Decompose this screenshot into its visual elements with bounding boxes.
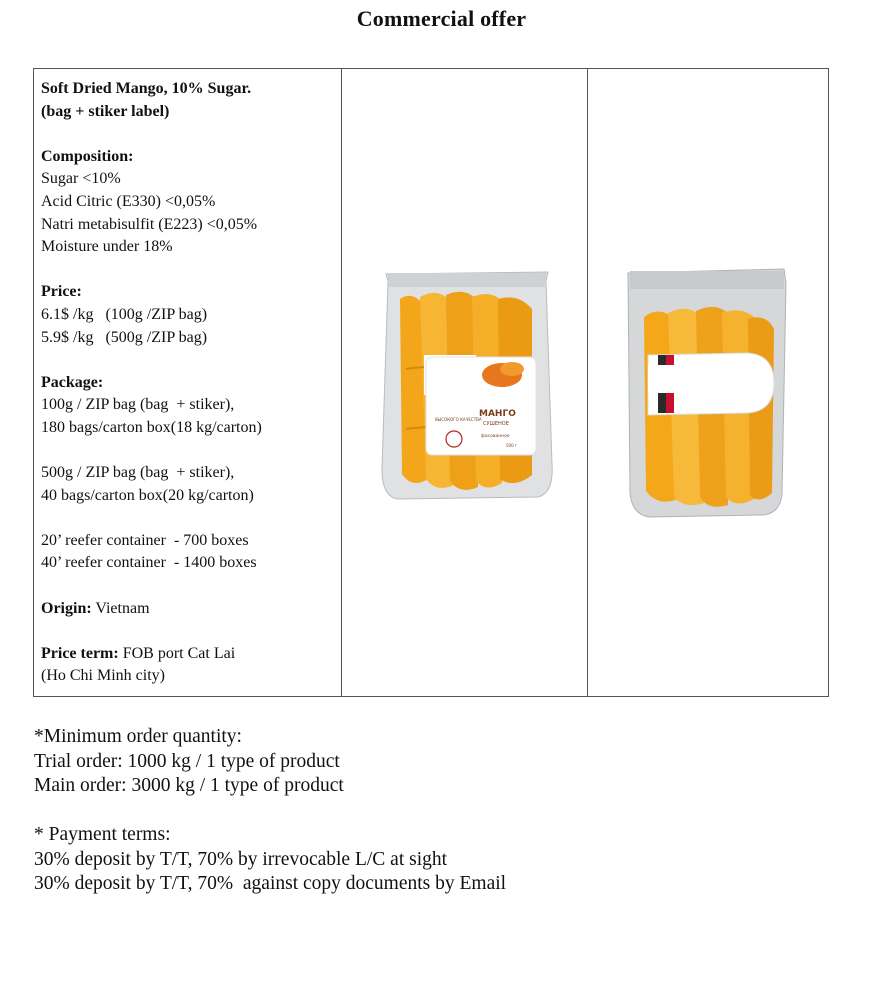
offer-table (33, 68, 829, 697)
package-item: 100g / ZIP bag (bag + stiker), (41, 396, 235, 414)
product-description (34, 69, 342, 696)
composition-item: Sugar <10% (41, 170, 121, 188)
product-image-100g (342, 69, 588, 696)
package-label: Package: (41, 373, 104, 391)
trial-order: Trial order: 1000 kg / 1 type of product (34, 750, 340, 772)
package-item: 500g / ZIP bag (bag + stiker), (41, 464, 235, 482)
price-item: 5.9$ /kg (500g /ZIP bag) (41, 328, 208, 346)
container-item: 40’ reefer container - 1400 boxes (41, 554, 257, 572)
price-label: Price: (41, 283, 82, 301)
package-item: 180 bags/carton box(18 kg/carton) (41, 418, 262, 436)
bag1-weight: 500 г (506, 443, 518, 448)
order-terms (34, 725, 506, 897)
package-item: 40 bags/carton box(20 kg/carton) (41, 486, 254, 504)
composition-item: Acid Citric (E330) <0,05% (41, 192, 216, 210)
container-item: 20’ reefer container - 700 boxes (41, 531, 249, 549)
product-name: Soft Dried Mango, 10% Sugar. (41, 80, 252, 97)
price-item: 6.1$ /kg (100g /ZIP bag) (41, 305, 208, 323)
payment-term-1: 30% deposit by T/T, 70% by irrevocable L/C at sight (34, 848, 448, 870)
price-term-city: (Ho Chi Minh city) (41, 667, 165, 685)
composition-label: Composition: (41, 147, 134, 165)
bag1-small: фасованное (481, 434, 510, 439)
payment-term-2: 30% deposit by T/T, 70% against copy documents by Email (34, 873, 507, 894)
product-subtitle: (bag + stiker label) (41, 102, 170, 120)
composition-item: Moisture under 18% (41, 238, 173, 256)
mango-bag-image-2 (588, 69, 828, 696)
payment-title: * Payment terms: (34, 824, 171, 845)
price-term-value: FOB port Cat Lai (118, 644, 236, 662)
page-title: Commercial offer (356, 6, 527, 31)
price-term-label: Price term: (41, 644, 119, 662)
bag1-brand: МАНГО (479, 409, 516, 419)
bag1-tiny-text: ВЫСОКОГО КАЧЕСТВА (435, 417, 482, 422)
origin-label: Origin: (41, 599, 92, 617)
main-order: Main order: 3000 kg / 1 type of product (34, 775, 344, 796)
product-image-500g (588, 69, 828, 696)
moq-title: *Minimum order quantity: (34, 726, 242, 747)
mango-bag-image-1 (342, 69, 588, 696)
bag1-sub: СУШЕНОЕ (483, 421, 509, 427)
origin-value: Vietnam (91, 599, 150, 617)
composition-item: Natri metabisulfit (E223) <0,05% (41, 215, 258, 233)
